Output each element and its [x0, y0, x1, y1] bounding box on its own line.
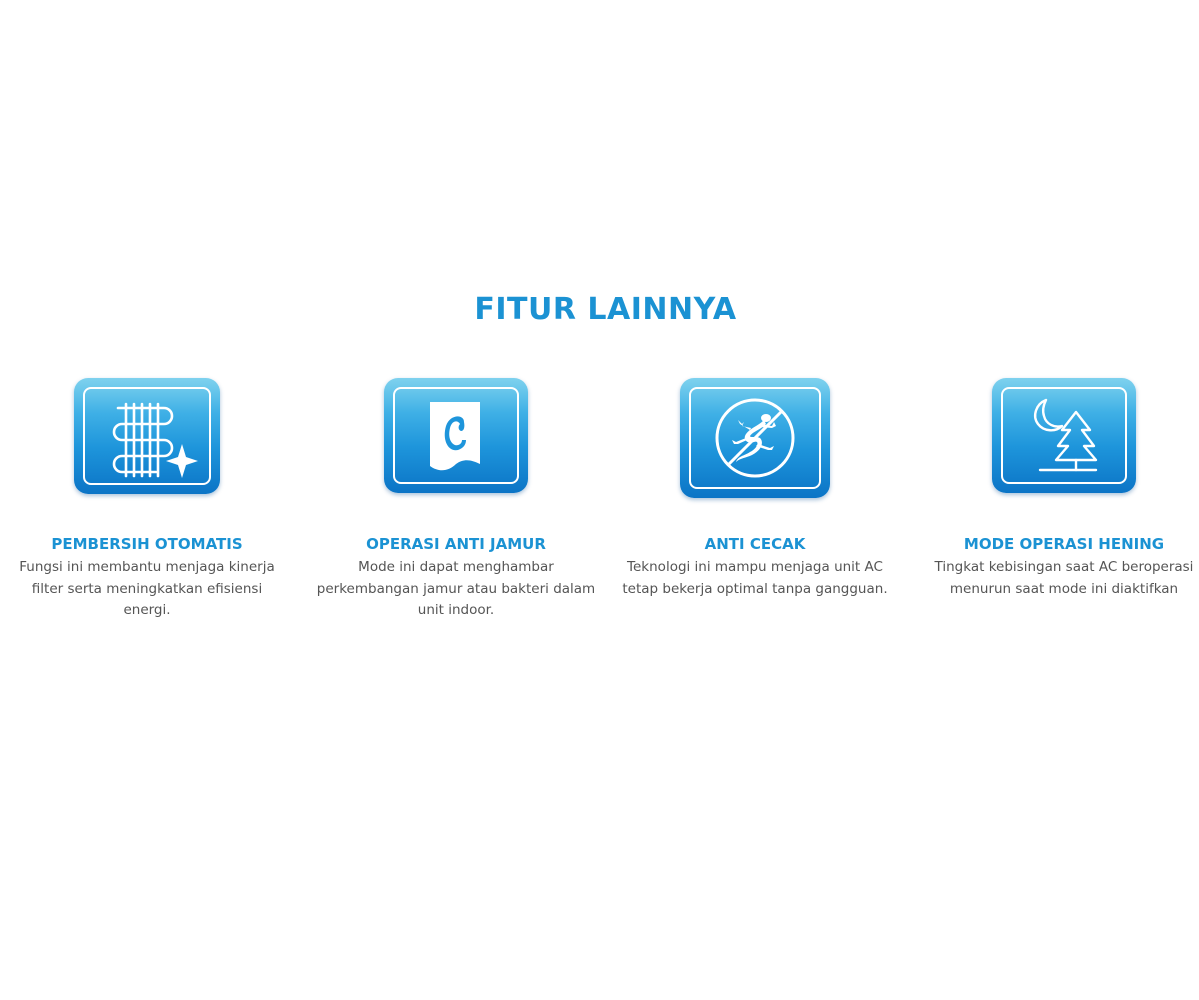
coil-sparkle-icon — [74, 378, 220, 494]
feature-card-operasi-anti-jamur — [316, 378, 596, 618]
feature-card-mode-operasi-hening — [924, 378, 1199, 597]
no-gecko-icon — [680, 378, 830, 498]
feature-title: ANTI CECAK — [704, 535, 806, 553]
feature-title: OPERASI ANTI JAMUR — [366, 535, 546, 553]
feature-description: Fungsi ini membantu menjaga kinerja filter serta meningkatkan efisiensi energi. — [19, 559, 275, 618]
feature-card-anti-cecak — [615, 378, 895, 597]
moon-tree-icon — [992, 378, 1136, 493]
feature-title: PEMBERSIH OTOMATIS — [51, 535, 243, 553]
feature-description: Teknologi ini mampu menjaga unit AC tetap bekerja optimal tanpa gangguan. — [622, 559, 888, 597]
feature-description: Tingkat kebisingan saat AC beroperasi menurun saat mode ini diaktifkan — [934, 559, 1194, 597]
anti-fungus-c-icon — [384, 378, 528, 493]
feature-description: Mode ini dapat menghambar perkembangan jamur atau bakteri dalam unit indoor. — [316, 559, 596, 618]
feature-card-pembersih-otomatis — [7, 378, 287, 618]
feature-title: MODE OPERASI HENING — [963, 535, 1165, 553]
section-title: FITUR LAINNYA — [474, 292, 737, 327]
